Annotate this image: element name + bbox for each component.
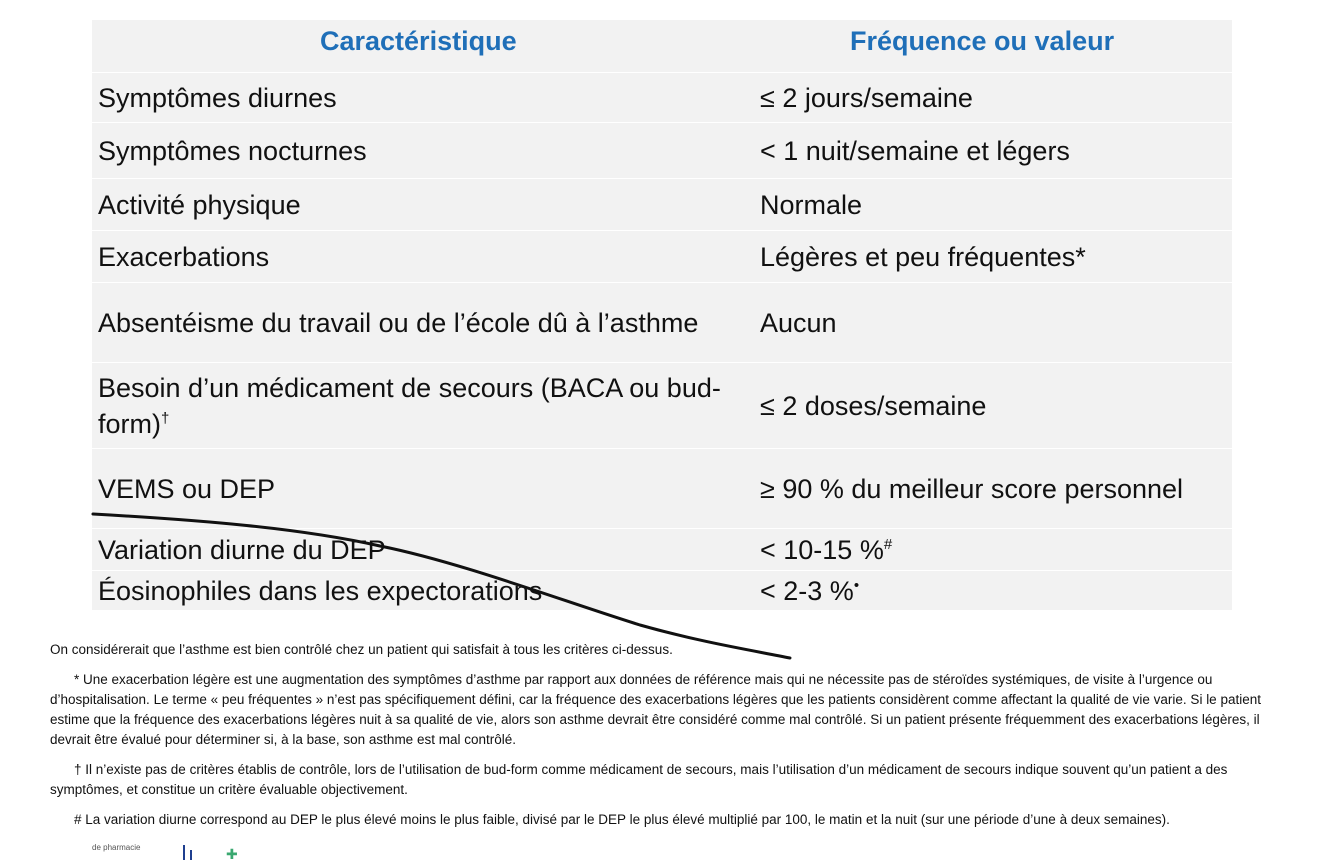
bullet-footnote-mark: •	[853, 577, 860, 594]
faculty-label: de pharmacie	[92, 843, 141, 852]
note-intro: On considérerait que l’asthme est bien contrôlé chez un patient qui satisfait à tous les critères ci-dessus.	[50, 642, 673, 657]
cell-text: Symptômes nocturnes	[98, 136, 367, 166]
row-characteristic	[98, 363, 748, 449]
cell-text: Aucun	[760, 308, 837, 338]
row-characteristic	[98, 529, 748, 571]
pharmacy-cross-icon: ✚	[226, 846, 238, 862]
row-characteristic	[98, 571, 748, 611]
row-characteristic	[98, 73, 748, 123]
row-value	[760, 123, 1230, 179]
table-row	[92, 230, 1232, 283]
dagger-footnote-mark: †	[161, 410, 170, 427]
cell-main-text: < 10-15 %	[760, 535, 884, 565]
table-row	[92, 448, 1232, 529]
row-value	[760, 571, 1230, 611]
cell-text: Symptômes diurnes	[98, 83, 337, 113]
criteria-table	[92, 20, 1232, 610]
row-characteristic	[98, 231, 748, 283]
cell-text: VEMS ou DEP	[98, 474, 276, 504]
cell-text: Variation diurne du DEP	[98, 535, 386, 565]
cell-text	[760, 573, 859, 609]
cell-text: Exacerbations	[98, 242, 270, 272]
cell-text: < 1 nuit/semaine et légers	[760, 136, 1070, 166]
cell-main-text: Besoin d’un médicament de secours (BACA ou bud-form)	[98, 373, 721, 439]
cell-text: ≤ 2 jours/semaine	[760, 83, 973, 113]
table-row	[92, 362, 1232, 449]
cell-text: Légères et peu fréquentes*	[760, 242, 1086, 272]
row-value	[760, 363, 1230, 449]
cell-text: Activité physique	[98, 190, 301, 220]
table-row	[92, 570, 1232, 611]
university-logo-icon	[183, 845, 185, 860]
row-characteristic	[98, 123, 748, 179]
header-frequency: Fréquence ou valeur	[850, 26, 1115, 56]
note-star: * Une exacerbation légère est une augmentation des symptômes d’asthme par rapport aux données de référence mais qui ne nécessite pas de stéroïdes systémiques, de visite à l’urgence ou d’hospitalisation. Le terme « peu fréquentes » n’est pas spécifiquement défini, car la fréquence des exacerbations légères que les patients considèrent comme affectant la qualité de vie varie. Si le patient estime que la fréquence des exacerbations légères nuit à sa qualité de vie, alors son asthme devrait être considéré comme mal contrôlé. Si un patient présente fréquemment des exacerbations légères, il devrait être évalué pour déterminer si, à la base, son asthme est mal contrôlé.	[50, 672, 1261, 747]
cell-text: Absentéisme du travail ou de l’école dû à l’asthme	[98, 308, 699, 338]
row-value	[760, 283, 1230, 363]
row-characteristic	[98, 179, 748, 231]
hash-footnote-mark: #	[883, 536, 893, 553]
table-row	[92, 528, 1232, 571]
table-row	[92, 178, 1232, 231]
cell-main-text: < 2-3 %	[760, 576, 854, 606]
table-row	[92, 72, 1232, 123]
cell-text	[98, 370, 748, 442]
row-value	[760, 529, 1230, 571]
table-row	[92, 122, 1232, 179]
row-characteristic	[98, 283, 748, 363]
cell-text: ≥ 90 % du meilleur score personnel	[760, 474, 1184, 504]
row-characteristic	[98, 449, 748, 529]
table-header	[92, 20, 1232, 72]
row-value	[760, 231, 1230, 283]
cell-text	[760, 532, 892, 568]
note-dagger: † Il n’existe pas de critères établis de contrôle, lors de l’utilisation de bud-form comme médicament de secours, mais l’utilisation d’un médicament de secours indique souvent qu’un patient a des symptômes, et constitue un critère évaluable objectivement.	[50, 762, 1228, 797]
footnotes	[50, 640, 1295, 840]
cell-text: ≤ 2 doses/semaine	[760, 391, 987, 421]
row-value	[760, 73, 1230, 123]
table-row	[92, 282, 1232, 363]
university-logo-mark	[190, 850, 192, 860]
row-value	[760, 449, 1230, 529]
row-value	[760, 179, 1230, 231]
header-characteristic: Caractéristique	[320, 26, 517, 56]
note-hash: # La variation diurne correspond au DEP le plus élevé moins le plus faible, divisé par le DEP le plus élevé multiplié par 100, le matin et la nuit (sur une période d’une à deux semaines).	[74, 812, 1170, 827]
cell-text: Éosinophiles dans les expectorations	[98, 576, 543, 606]
cell-text: Normale	[760, 190, 863, 220]
